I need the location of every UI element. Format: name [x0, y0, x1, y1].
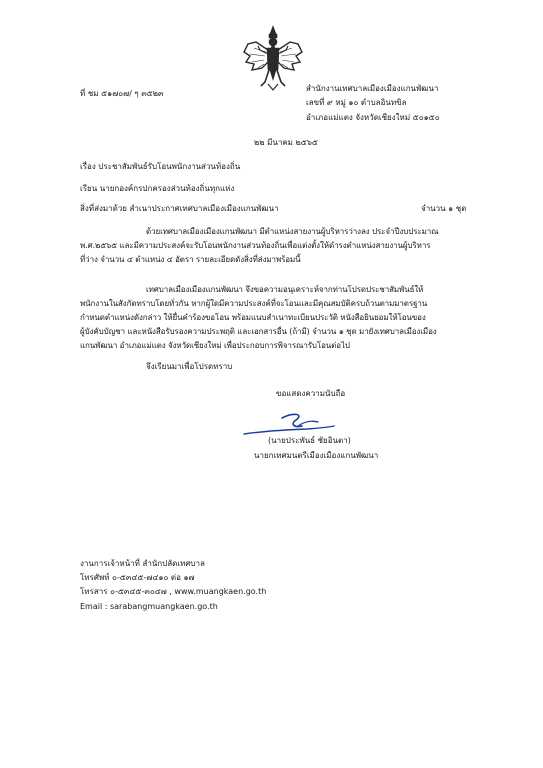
footer-email: Email : sarabangmuangkaen.go.th	[80, 602, 218, 611]
office-name: สำนักงานเทศบาลเมืองเมืองแกนพัฒนา	[306, 84, 439, 93]
paragraph-1-line: พ.ศ.๒๕๖๕ และมีความประสงค์จะรับโอนพนักงานส่วนท้องถิ่นเพื่อแต่งตั้งให้ดำรงตำแหน่งสายงานผู้บริหาร	[80, 241, 431, 250]
footer-department: งานการเจ้าหน้าที่ สำนักปลัดเทศบาล	[80, 559, 205, 568]
attachment-line: สิ่งที่ส่งมาด้วย สำเนาประกาศเทศบาลเมืองเมืองแกนพัฒนา	[80, 204, 279, 213]
recipient-line: เรียน นายกองค์กรปกครองส่วนท้องถิ่นทุกแห่ง	[80, 184, 235, 193]
garuda-emblem-icon	[238, 24, 308, 94]
footer-fax-website: โทรสาร ๐-๕๓๔๕-๓๐๔๗ , www.muangkaen.go.th	[80, 587, 267, 596]
subject-line: เรื่อง ประชาสัมพันธ์รับโอนพนักงานส่วนท้องถิ่น	[80, 162, 241, 171]
document-date: ๒๒ มีนาคม ๒๕๖๕	[254, 138, 318, 147]
closing-line: จึงเรียนมาเพื่อโปรดทราบ	[146, 362, 233, 371]
signatory-title: นายกเทศมนตรีเมืองเมืองแกนพัฒนา	[254, 451, 379, 460]
regards-line: ขอแสดงความนับถือ	[276, 389, 346, 398]
paragraph-2-line: พนักงานในสังกัดทราบโดยทั่วกัน หากผู้ใดมีความประสงค์ที่จะโอนและมีคุณสมบัติครบถ้วนตามมาตรฐาน	[80, 299, 428, 308]
paragraph-1-line: ที่ว่าง จำนวน ๔ ตำแหน่ง ๔ อัตรา รายละเอียดดังสิ่งที่ส่งมาพร้อมนี้	[80, 255, 301, 264]
footer-phone: โทรศัพท์ ๐-๕๓๔๕-๗๔๑๐ ต่อ ๑๗	[80, 573, 195, 582]
office-address: เลขที่ ๙ หมู่ ๑๐ ตำบลอินทขิล	[306, 98, 407, 107]
paragraph-2-line: กำหนดตำแหน่งดังกล่าว ให้ยื่นคำร้องขอโอน พร้อมแนบสำเนาทะเบียนประวัติ หนังสือยินยอมให้โอนของ	[80, 313, 426, 322]
signatory-name: (นายประพันธ์ ชัยอินตา)	[268, 436, 351, 445]
paragraph-1-line: ด้วยเทศบาลเมืองเมืองแกนพัฒนา มีตำแหน่งสายงานผู้บริหารว่างลง ประจำปีงบประมาณ	[146, 227, 439, 236]
office-province: อำเภอแม่แตง จังหวัดเชียงใหม่ ๕๐๑๕๐	[306, 113, 440, 122]
paragraph-2-line: เทศบาลเมืองเมืองแกนพัฒนา จึงขอความอนุเคราะห์จากท่านโปรดประชาสัมพันธ์ให้	[146, 285, 424, 294]
paragraph-2-line: แกนพัฒนา อำเภอแม่แตง จังหวัดเชียงใหม่ เพื่อประกอบการพิจารณารับโอนต่อไป	[80, 341, 350, 350]
paragraph-2-line: ผู้บังคับบัญชา และหนังสือรับรองความประพฤติ และเอกสารอื่น (ถ้ามี) จำนวน ๑ ชุด มายังเทศบาลเมืองเมือง	[80, 327, 437, 336]
document-number: ที่ ชม ๕๑๗๐๗/ ๆ ๓๕๒๓	[80, 89, 164, 98]
attachment-count: จำนวน ๑ ชุด	[421, 204, 467, 213]
